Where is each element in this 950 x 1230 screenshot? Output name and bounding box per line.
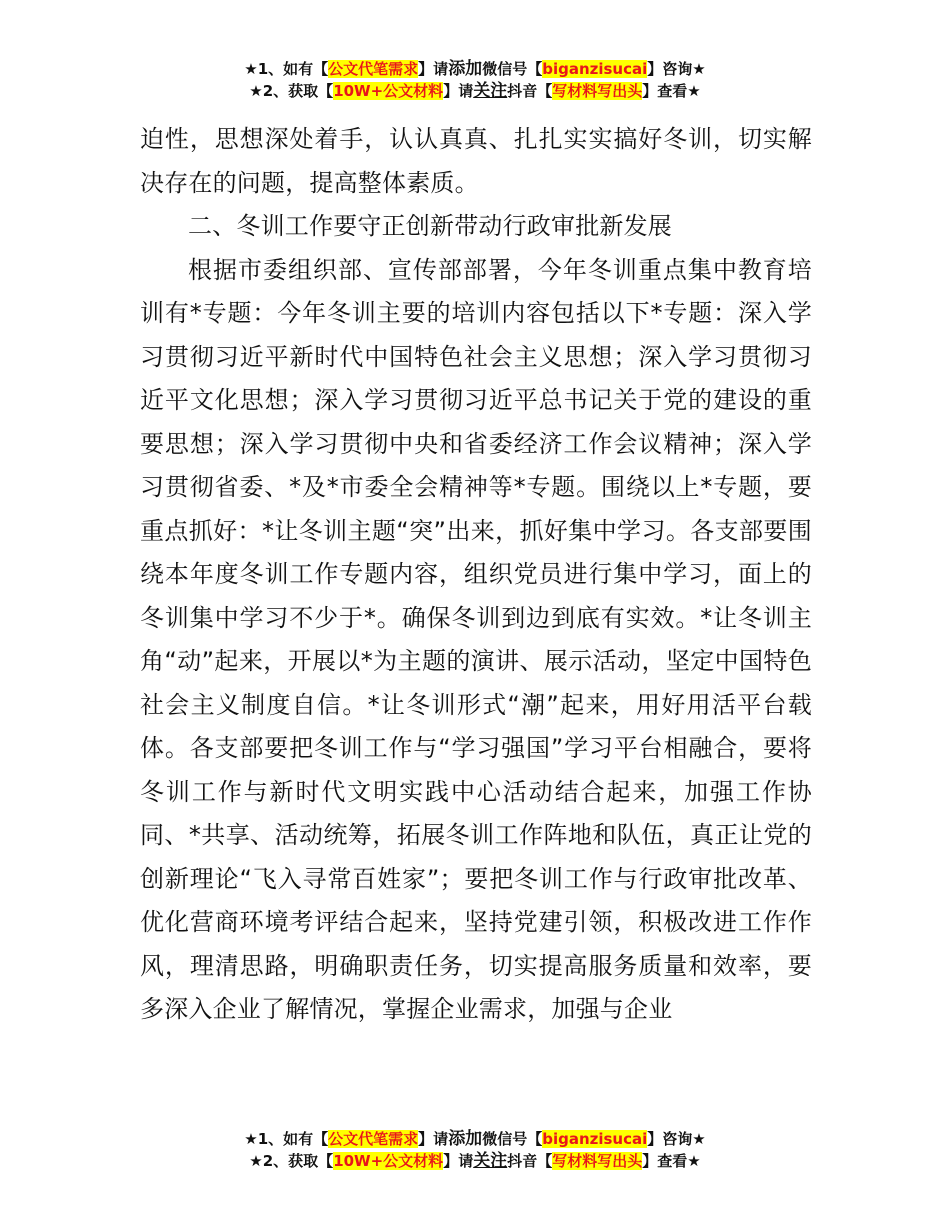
banner-line-2: [0, 1150, 950, 1172]
banner-text: 】查看★: [642, 1152, 701, 1170]
paragraph-continuation: 迫性，思想深处着手，认认真真、扎扎实实搞好冬训，切实解决存在的问题，提高整体素质。: [140, 125, 812, 197]
banner-text: ★2、获取【: [249, 82, 334, 100]
banner-text: 】请: [418, 1130, 449, 1148]
banner-text: 】请: [443, 1152, 474, 1170]
banner-text: 】请: [443, 82, 474, 100]
highlight-materials: 10W+公文材料: [333, 82, 444, 100]
emphasis-follow: 关注: [473, 1151, 508, 1171]
header-banner: [0, 58, 950, 102]
highlight-wechat-id: biganzisucai: [542, 60, 648, 78]
highlight-service: 公文代笔需求: [328, 1130, 419, 1148]
document-body: [140, 118, 812, 1032]
banner-line-1: [0, 58, 950, 80]
banner-text: ★1、如有【: [244, 60, 329, 78]
banner-text: 】咨询★: [647, 60, 706, 78]
footer-banner: [0, 1128, 950, 1172]
banner-text: ★1、如有【: [244, 1130, 329, 1148]
banner-text: 】查看★: [642, 82, 701, 100]
emphasis-add: 添加: [448, 1129, 483, 1149]
banner-line-2: [0, 80, 950, 102]
banner-text: 微信号【: [482, 60, 543, 78]
banner-text: 微信号【: [482, 1130, 543, 1148]
highlight-materials: 10W+公文材料: [333, 1152, 444, 1170]
emphasis-follow: 关注: [473, 81, 508, 101]
emphasis-add: 添加: [448, 59, 483, 79]
section-heading: 二、冬训工作要守正创新带动行政审批新发展: [188, 212, 672, 240]
banner-text: ★2、获取【: [249, 1152, 334, 1170]
highlight-wechat-id: biganzisucai: [542, 1130, 648, 1148]
banner-line-1: [0, 1128, 950, 1150]
banner-text: 】咨询★: [647, 1130, 706, 1148]
paragraph-body: 根据市委组织部、宣传部部署，今年冬训重点集中教育培训有*专题：今年冬训主要的培训内容包括以下*专题：深入学习贯彻习近平新时代中国特色社会主义思想；深入学习贯彻习近平文化思想；深入学习贯彻习近平总书记关于党的建设的重要思想；深入学习贯彻中央和省委经济工作会议精神；深入学习贯彻省委、*及*市委全会精神等*专题。围绕以上*专题，要重点抓好：*让冬训主题“突”出来，抓好集中学习。各支部要围绕本年度冬训工作专题内容，组织党员进行集中学习，面上的冬训集中学习不少于*。确保冬训到边到底有实效。*让冬训主角“动”起来，开展以*为主题的演讲、展示活动，坚定中国特色社会主义制度自信。*让冬训形式“潮”起来，用好用活平台载体。各支部要把冬训工作与“学习强国”学习平台相融合，要将冬训工作与新时代文明实践中心活动结合起来，加强工作协同、*共享、活动统筹，拓展冬训工作阵地和队伍，真正让党的创新理论“飞入寻常百姓家”；要把冬训工作与行政审批改革、优化营商环境考评结合起来，坚持党建引领，积极改进工作作风，理清思路，明确职责任务，切实提高服务质量和效率，要多深入企业了解情况，掌握企业需求，加强与企业: [140, 255, 812, 1023]
banner-text: 】请: [418, 60, 449, 78]
highlight-service: 公文代笔需求: [328, 60, 419, 78]
banner-text: 抖音【: [507, 1152, 553, 1170]
highlight-douyin-id: 写材料写出头: [552, 1152, 643, 1170]
banner-text: 抖音【: [507, 82, 553, 100]
highlight-douyin-id: 写材料写出头: [552, 82, 643, 100]
